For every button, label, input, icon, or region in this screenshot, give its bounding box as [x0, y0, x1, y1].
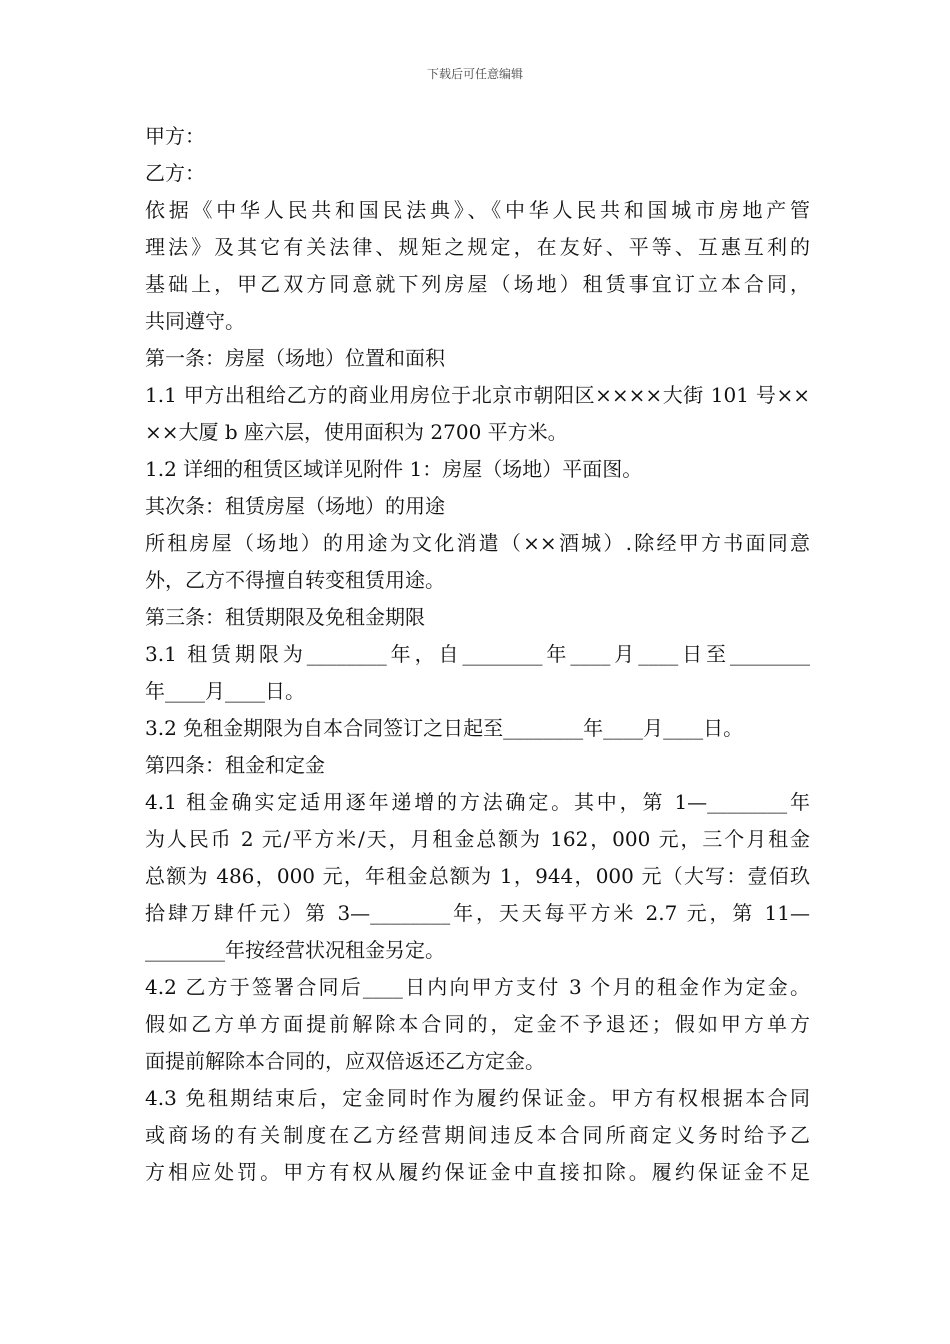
article-heading: 第三条：租赁期限及免租金期限 — [145, 605, 425, 629]
clause-line: 为人民币 2 元/平方米/天，月租金总额为 162，000 元，三个月租金 — [145, 827, 810, 851]
clause-line: 4.2 乙方于签署合同后____日内向甲方支付 3 个月的租金作为定金。 — [145, 975, 810, 999]
clause-line: 所租房屋（场地）的用途为文化消遣（××酒城）.除经甲方书面同意 — [145, 531, 810, 555]
document-body — [145, 118, 810, 1191]
clause-line: 1.1 甲方出租给乙方的商业用房位于北京市朝阳区××××大街 101 号×× — [145, 383, 810, 407]
clause-line: 假如乙方单方面提前解除本合同的，定金不予退还；假如甲方单方 — [145, 1012, 810, 1036]
clause-line: 4.3 免租期结束后，定金同时作为履约保证金。甲方有权根据本合同 — [145, 1086, 810, 1110]
article-heading: 第四条：租金和定金 — [145, 753, 325, 777]
article-heading: 其次条：租赁房屋（场地）的用途 — [145, 494, 445, 518]
preamble-line: 共同遵守。 — [145, 309, 245, 333]
clause-line: ________年按经营状况租金另定。 — [145, 938, 445, 962]
clause-line: ××大厦 b 座六层，使用面积为 2700 平方米。 — [145, 420, 568, 444]
preamble-line: 理法》及其它有关法律、规矩之规定，在友好、平等、互惠互利的 — [145, 235, 810, 259]
preamble-line: 依据《中华人民共和国民法典》、《中华人民共和国城市房地产管 — [145, 198, 810, 222]
clause-line: 总额为 486，000 元，年租金总额为 1，944，000 元（大写：壹佰玖 — [145, 864, 810, 888]
article-heading: 第一条：房屋（场地）位置和面积 — [145, 346, 445, 370]
clause-line: 外，乙方不得擅自转变租赁用途。 — [145, 568, 445, 592]
preamble-line: 基础上，甲乙双方同意就下列房屋（场地）租赁事宜订立本合同， — [145, 272, 810, 296]
party-b-line: 乙方： — [145, 161, 205, 185]
clause-line: 拾肆万肆仟元）第 3—________年，天天每平方米 2.7 元，第 11— — [145, 901, 810, 925]
clause-line: 3.1 租赁期限为________年，自________年____月____日至________ — [145, 642, 810, 666]
clause-line: 方相应处罚。甲方有权从履约保证金中直接扣除。履约保证金不足 — [145, 1160, 810, 1184]
clause-line: 4.1 租金确实定适用逐年递增的方法确定。其中，第 1—________年 — [145, 790, 810, 814]
clause-line: 1.2 详细的租赁区域详见附件 1：房屋（场地）平面图。 — [145, 457, 643, 481]
clause-line: 3.2 免租金期限为自本合同签订之日起至________年____月____日。 — [145, 716, 744, 740]
clause-line: 面提前解除本合同的，应双倍返还乙方定金。 — [145, 1049, 545, 1073]
clause-line: 或商场的有关制度在乙方经营期间违反本合同所商定义务时给予乙 — [145, 1123, 810, 1147]
page-header-note: 下载后可任意编辑 — [426, 67, 523, 81]
clause-line: 年____月____日。 — [145, 679, 305, 703]
party-a-line: 甲方： — [145, 124, 205, 148]
